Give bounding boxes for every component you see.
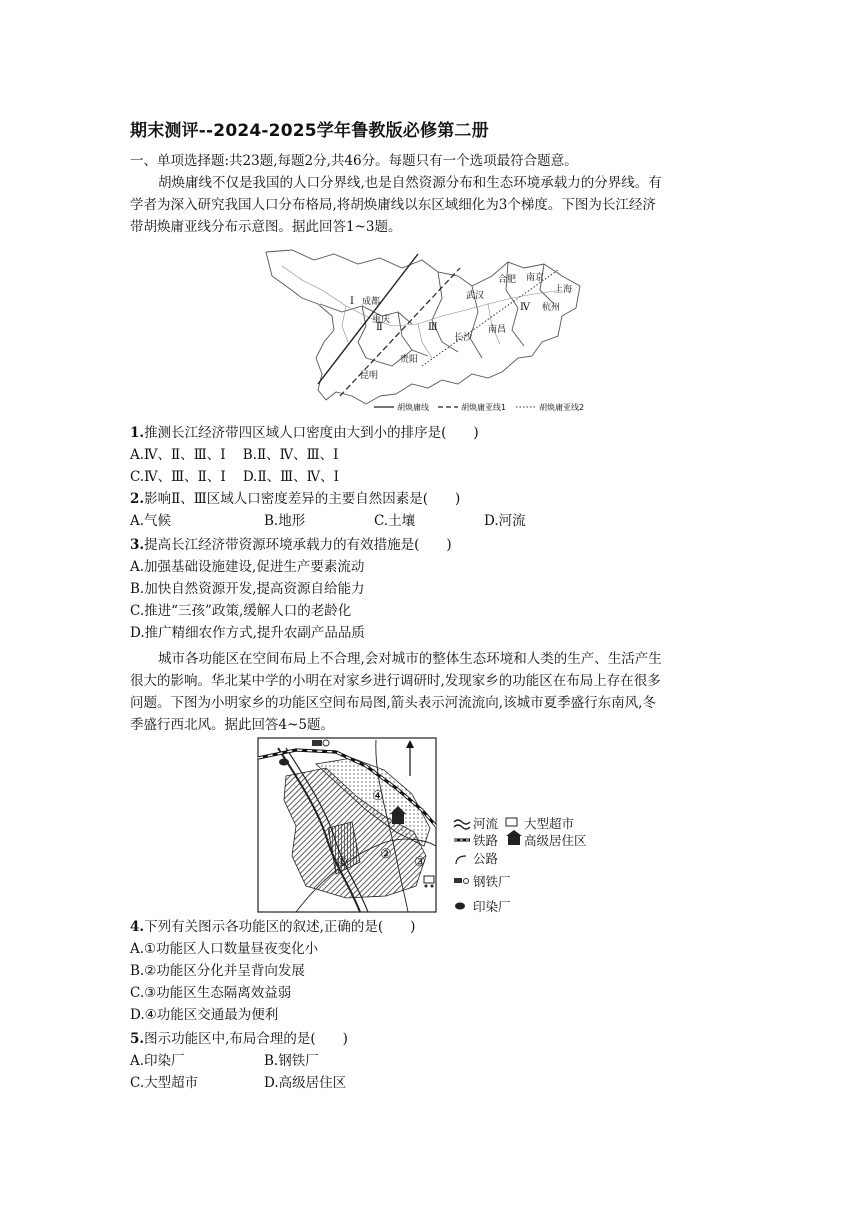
- svg-text:胡焕庸亚线1: 胡焕庸亚线1: [461, 403, 507, 412]
- option-a[interactable]: A.加强基础设施建设,促进生产要素流动: [130, 559, 365, 575]
- passage2-line-1: 城市各功能区在空间布局上不合理,会对城市的整体生态环境和人类的生产、生活产生: [158, 651, 662, 667]
- question-5-options-row2: [130, 1072, 346, 1094]
- option-d[interactable]: D.高级居住区: [264, 1075, 347, 1091]
- option-a[interactable]: A.气候: [130, 513, 172, 529]
- passage1-line-1: 胡焕庸线不仅是我国的人口分界线,也是自然资源分布和生态环境承载力的分界线。有: [158, 175, 662, 191]
- zone-label: ③: [414, 855, 426, 870]
- passage1-line-2: 学者为深入研究我国人口分布格局,将胡焕庸线以东区域细化为3个梯度。下图为长江经济: [130, 197, 656, 213]
- question-2: 2.影响Ⅱ、Ⅲ区域人口密度差异的主要自然因素是( ): [130, 491, 461, 507]
- svg-text:高级居住区: 高级居住区: [524, 833, 587, 848]
- region-label: Ⅰ: [350, 296, 354, 307]
- map2-legend: [454, 816, 587, 914]
- svg-text:印染厂: 印染厂: [473, 899, 511, 914]
- city-label: 上海: [554, 285, 573, 295]
- option-c[interactable]: C.推进“三孩”政策,缓解人口的老龄化: [130, 603, 352, 619]
- svg-text:河流: 河流: [473, 816, 499, 831]
- option-d[interactable]: D.Ⅱ、Ⅲ、Ⅳ、Ⅰ: [242, 469, 339, 485]
- option-c[interactable]: C.Ⅳ、Ⅲ、Ⅱ、Ⅰ: [130, 469, 226, 485]
- option-b[interactable]: B.地形: [264, 513, 306, 529]
- option-d[interactable]: D.推广精细农作方式,提升农副产品品质: [130, 625, 365, 641]
- svg-text:公路: 公路: [473, 851, 499, 866]
- question-2-options: [130, 510, 526, 532]
- region-label: Ⅲ: [428, 322, 438, 333]
- city-label: 南昌: [488, 325, 507, 335]
- zone-label: ①: [336, 855, 348, 870]
- svg-text:胡焕庸亚线2: 胡焕庸亚线2: [539, 403, 585, 412]
- passage2-line-2: 很大的影响。华北某中学的小明在对家乡进行调研时,发现家乡的功能区在布局上存在很多: [130, 673, 661, 689]
- option-d[interactable]: D.河流: [484, 513, 526, 529]
- yangtze-map-figure: [262, 246, 592, 418]
- option-b[interactable]: B.②功能区分化并呈背向发展: [130, 963, 305, 979]
- svg-text:钢铁厂: 钢铁厂: [473, 874, 511, 889]
- option-b[interactable]: B.Ⅱ、Ⅳ、Ⅲ、Ⅰ: [242, 447, 339, 463]
- zone-label: ④: [372, 789, 384, 804]
- question-4: 4.下列有关图示各功能区的叙述,正确的是( ): [130, 919, 416, 935]
- option-c[interactable]: C.③功能区生态隔离效益弱: [130, 985, 292, 1001]
- hu-subline-2: [422, 270, 561, 366]
- question-3: 3.提高长江经济带资源环境承载力的有效措施是( ): [130, 537, 452, 553]
- dye-factory-icon: [279, 759, 289, 766]
- question-5: 5.图示功能区中,布局合理的是( ): [130, 1031, 348, 1047]
- city-label: 合肥: [498, 275, 517, 285]
- option-a[interactable]: A.印染厂: [130, 1053, 185, 1069]
- city-label: 长沙: [454, 333, 473, 343]
- option-c[interactable]: C.土壤: [374, 513, 416, 529]
- question-1: 1.推测长江经济带四区域人口密度由大到小的排序是( ): [130, 425, 479, 441]
- city-label: 昆明: [360, 371, 379, 381]
- svg-text:大型超市: 大型超市: [524, 816, 575, 831]
- option-b[interactable]: B.钢铁厂: [264, 1053, 319, 1069]
- section-heading: 一、单项选择题:共23题,每题2分,共46分。每题只有一个选项最符合题意。: [130, 153, 578, 169]
- city-label: 杭州: [542, 303, 561, 313]
- map1-legend: [374, 402, 584, 412]
- option-a[interactable]: A.Ⅳ、Ⅱ、Ⅲ、Ⅰ: [130, 447, 226, 463]
- passage1-line-3: 带胡焕庸亚线分布示意图。据此回答1~3题。: [130, 219, 402, 235]
- city-label: 重庆: [372, 315, 391, 325]
- region-label: Ⅳ: [520, 302, 530, 313]
- city-label: 成都: [362, 297, 381, 307]
- svg-text:铁路: 铁路: [473, 833, 499, 848]
- option-b[interactable]: B.加快自然资源开发,提高资源自给能力: [130, 581, 365, 597]
- city-label: 贵阳: [400, 355, 419, 365]
- question-1-options-row1: [130, 444, 338, 466]
- city-zones-figure: [256, 736, 612, 916]
- question-5-options-row1: [130, 1050, 319, 1072]
- passage2-line-4: 季盛行西北风。据此回答4~5题。: [130, 717, 334, 733]
- city-label: 南京: [526, 273, 545, 283]
- zone-label: ②: [380, 847, 392, 862]
- city-label: 武汉: [466, 291, 485, 301]
- question-1-options-row2: [130, 466, 339, 488]
- option-d[interactable]: D.④功能区交通最为便利: [130, 1007, 279, 1023]
- region-label: Ⅱ: [376, 322, 383, 333]
- passage2-line-3: 问题。下图为小明家乡的功能区空间布局图,箭头表示河流流向,该城市夏季盛行东南风,冬: [130, 695, 656, 711]
- page-title: 期末测评--2024-2025学年鲁教版必修第二册: [130, 121, 489, 141]
- option-c[interactable]: C.大型超市: [130, 1075, 199, 1091]
- svg-text:胡焕庸线: 胡焕庸线: [397, 403, 429, 412]
- option-a[interactable]: A.①功能区人口数量昼夜变化小: [130, 941, 319, 957]
